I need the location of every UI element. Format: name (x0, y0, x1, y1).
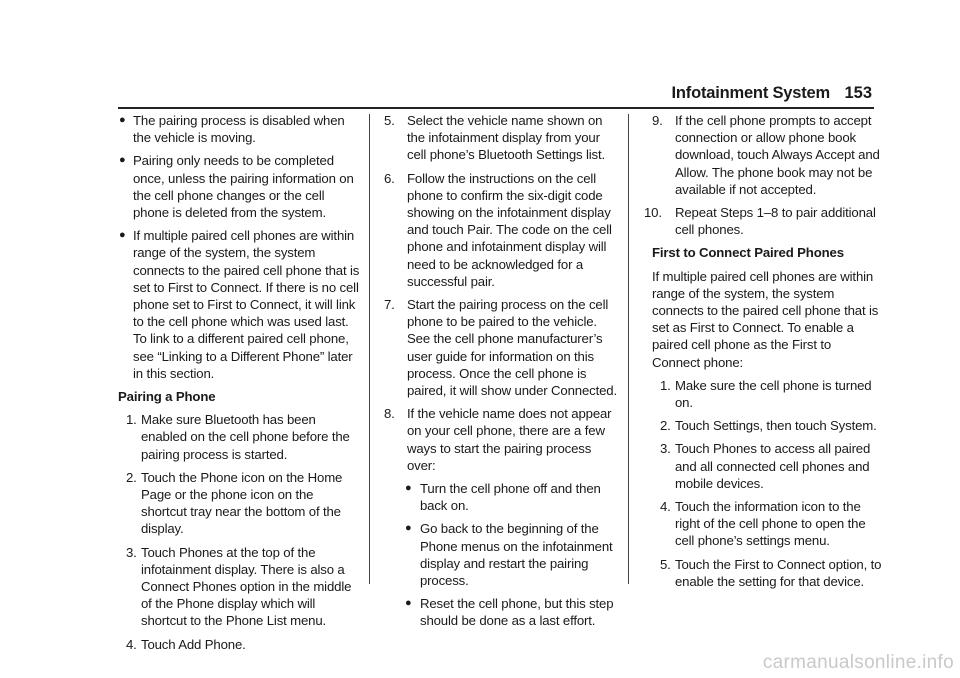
bullet-icon: ● (405, 522, 412, 535)
column-3 (644, 112, 882, 596)
sub-list-item: ● Go back to the beginning of the Phone menus on the infotainment display and restart the pairing process. (405, 521, 613, 589)
step-item: 5. Touch the First to Connect option, to enable the setting for that device. (660, 556, 882, 589)
section-heading: First to Connect Paired Phones (652, 245, 844, 261)
step-item: 4. Touch Add Phone. (126, 636, 246, 652)
bullet-icon: ● (119, 114, 126, 126)
sub-list-item: ● Turn the cell phone off and then back on. (405, 481, 601, 514)
page-header (0, 84, 960, 108)
list-item: ● If multiple paired cell phones are within range of the system, the system connects to the paired cell phone that is set to First to Connect. If there is no cell phone set to First to Connect, it will link to the cell phone which was used last. To link to a different paired cell phone, see “Linking to a Different Phone” later in this section. (119, 228, 360, 381)
bullet-icon: ● (405, 482, 412, 495)
sub-list-item: ● Reset the cell phone, but this step should be done as a last effort. (405, 596, 614, 629)
step-item: 1. Make sure Bluetooth has been enabled on the cell phone before the pairing process is started. (126, 412, 350, 462)
page-number: 153 (844, 84, 872, 102)
bullet-icon: ● (119, 154, 126, 167)
step-item: 7. Start the pairing process on the cell phone to be paired to the vehicle. See the cell phone manufacturer’s user guide for information on this process. Once the cell phone is paired, it will show under Connected. (384, 297, 617, 399)
step-item: 6. Follow the instructions on the cell phone to confirm the six-digit code showing on the infotainment display and touch Pair. The code on the cell phone and infotainment display will need to be acknowledged for a successful pair. (384, 170, 612, 289)
step-item: 8. If the vehicle name does not appear on your cell phone, there are a few ways to start the pairing process over: (384, 406, 612, 473)
step-item: 5. Select the vehicle name shown on the infotainment display from your cell phone’s Bluetooth Settings list. (384, 113, 606, 163)
step-item: 3. Touch Phones at the top of the infotainment display. There is also a Connect Phones option in the middle of the Phone display which will shortcut to the Phone List menu. (126, 544, 352, 629)
list-item: ● The pairing process is disabled when the vehicle is moving. (119, 113, 345, 146)
header-rule (118, 107, 874, 109)
step-item: 1. Make sure the cell phone is turned on. (660, 377, 872, 411)
watermark: carmanualsonline.info (762, 652, 954, 673)
step-item: 9. If the cell phone prompts to accept connection or allow phone book download, touch Always Accept and Allow. The phone book may not be available if not accepted. (652, 113, 880, 197)
list-item: ● Pairing only needs to be completed once, unless the pairing information on the cell phone changes or the cell phone is deleted from the system. (119, 153, 354, 221)
step-item: 10. Repeat Steps 1–8 to pair additional cell phones. (644, 205, 876, 238)
section-heading: Pairing a Phone (118, 389, 216, 405)
bullet-icon: ● (405, 597, 412, 610)
bullet-icon: ● (119, 229, 126, 242)
step-item: 2. Touch the Phone icon on the Home Page or the phone icon on the shortcut tray near the bottom of the display. (126, 469, 343, 537)
column-divider-1 (369, 114, 370, 584)
column-1 (118, 112, 360, 659)
step-item: 4. Touch the information icon to the right of the cell phone to open the cell phone’s settings menu. (660, 499, 866, 549)
step-item: 3. Touch Phones to access all paired and all connected cell phones and mobile devices. (660, 441, 871, 491)
step-item: 2. Touch Settings, then touch System. (660, 418, 877, 434)
paragraph: If multiple paired cell phones are within range of the system, the system connects to the paired cell phone that is set as First to Connect. To enable a paired cell phone as the First to Connect phone: (652, 268, 879, 370)
section-title: Infotainment System (671, 84, 830, 102)
column-divider-2 (628, 114, 629, 584)
column-2 (384, 112, 622, 636)
